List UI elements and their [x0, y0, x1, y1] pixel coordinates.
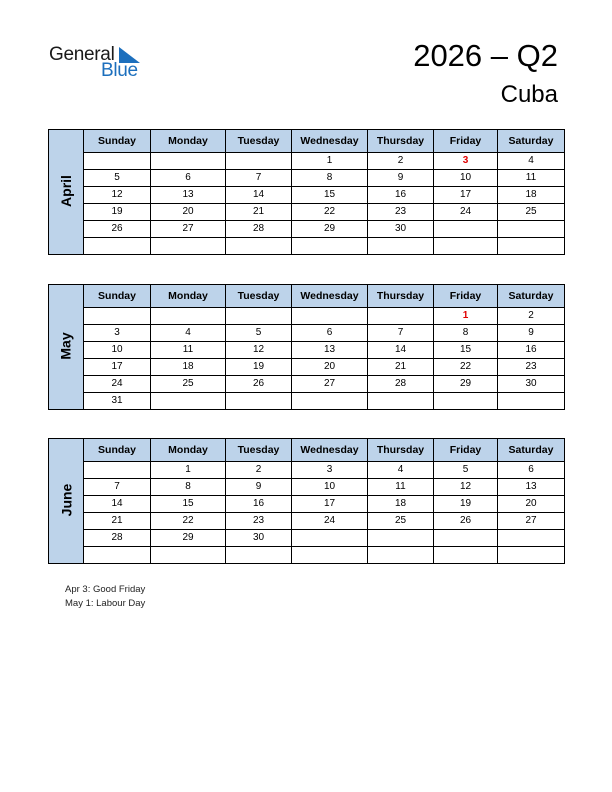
- holiday-day-cell: 3: [434, 153, 498, 170]
- weekday-header: Tuesday: [226, 130, 292, 153]
- week-row: [49, 547, 565, 564]
- day-cell: 8: [292, 170, 368, 187]
- day-cell: 11: [368, 479, 434, 496]
- logo-text-blue: Blue: [101, 60, 138, 81]
- day-cell: 7: [368, 325, 434, 342]
- empty-cell: [292, 547, 368, 564]
- day-cell: 11: [498, 170, 565, 187]
- day-cell: 25: [151, 376, 226, 393]
- day-cell: 16: [498, 342, 565, 359]
- day-cell: 20: [498, 496, 565, 513]
- day-cell: 30: [498, 376, 565, 393]
- day-cell: 29: [151, 530, 226, 547]
- day-cell: 16: [226, 496, 292, 513]
- calendar-may: [48, 284, 565, 410]
- day-cell: 11: [151, 342, 226, 359]
- day-cell: 10: [292, 479, 368, 496]
- calendar-april: [48, 129, 565, 255]
- day-cell: 24: [292, 513, 368, 530]
- weekday-header: Thursday: [368, 439, 434, 462]
- weekday-header-row: [49, 130, 565, 153]
- day-cell: 26: [84, 221, 151, 238]
- weekday-header: Thursday: [368, 285, 434, 308]
- day-cell: 21: [84, 513, 151, 530]
- day-cell: 1: [151, 462, 226, 479]
- day-cell: 12: [84, 187, 151, 204]
- day-cell: 14: [84, 496, 151, 513]
- week-row: [49, 238, 565, 255]
- day-cell: 22: [434, 359, 498, 376]
- day-cell: 19: [84, 204, 151, 221]
- day-cell: 1: [292, 153, 368, 170]
- day-cell: 28: [226, 221, 292, 238]
- empty-cell: [368, 238, 434, 255]
- day-cell: 6: [292, 325, 368, 342]
- empty-cell: [292, 238, 368, 255]
- empty-cell: [151, 308, 226, 325]
- day-cell: 29: [292, 221, 368, 238]
- empty-cell: [151, 153, 226, 170]
- week-row: [49, 221, 565, 238]
- day-cell: 25: [368, 513, 434, 530]
- weekday-header: Sunday: [84, 130, 151, 153]
- holiday-day-cell: 1: [434, 308, 498, 325]
- empty-cell: [84, 462, 151, 479]
- day-cell: 29: [434, 376, 498, 393]
- empty-cell: [292, 393, 368, 410]
- holiday-note: Apr 3: Good Friday: [65, 584, 146, 595]
- weekday-header: Thursday: [368, 130, 434, 153]
- day-cell: 6: [498, 462, 565, 479]
- empty-cell: [498, 530, 565, 547]
- empty-cell: [434, 221, 498, 238]
- empty-cell: [84, 153, 151, 170]
- day-cell: 2: [226, 462, 292, 479]
- day-cell: 3: [292, 462, 368, 479]
- day-cell: 2: [368, 153, 434, 170]
- weekday-header: Monday: [151, 130, 226, 153]
- day-cell: 8: [434, 325, 498, 342]
- day-cell: 22: [292, 204, 368, 221]
- day-cell: 10: [84, 342, 151, 359]
- weekday-header: Wednesday: [292, 439, 368, 462]
- day-cell: 12: [434, 479, 498, 496]
- month-label: [49, 285, 84, 410]
- day-cell: 7: [84, 479, 151, 496]
- weekday-header: Saturday: [498, 285, 565, 308]
- day-cell: 31: [84, 393, 151, 410]
- empty-cell: [434, 547, 498, 564]
- country-name: Cuba: [500, 81, 558, 108]
- week-row: [49, 513, 565, 530]
- day-cell: 3: [84, 325, 151, 342]
- empty-cell: [226, 547, 292, 564]
- empty-cell: [434, 393, 498, 410]
- week-row: [49, 325, 565, 342]
- day-cell: 13: [151, 187, 226, 204]
- day-cell: 14: [368, 342, 434, 359]
- day-cell: 19: [434, 496, 498, 513]
- empty-cell: [151, 238, 226, 255]
- day-cell: 9: [226, 479, 292, 496]
- empty-cell: [226, 238, 292, 255]
- day-cell: 15: [151, 496, 226, 513]
- day-cell: 4: [151, 325, 226, 342]
- month-name: May: [57, 331, 74, 360]
- week-row: [49, 530, 565, 547]
- holiday-notes: [65, 583, 145, 611]
- weekday-header: Monday: [151, 285, 226, 308]
- weekday-header: Wednesday: [292, 130, 368, 153]
- day-cell: 21: [368, 359, 434, 376]
- generalblue-logo: [49, 44, 149, 84]
- day-cell: 17: [434, 187, 498, 204]
- day-cell: 23: [226, 513, 292, 530]
- weekday-header: Friday: [434, 130, 498, 153]
- week-row: [49, 153, 565, 170]
- day-cell: 4: [498, 153, 565, 170]
- weekday-header: Tuesday: [226, 285, 292, 308]
- day-cell: 27: [292, 376, 368, 393]
- week-row: [49, 376, 565, 393]
- day-cell: 5: [434, 462, 498, 479]
- weekday-header: Saturday: [498, 439, 565, 462]
- empty-cell: [368, 393, 434, 410]
- empty-cell: [368, 308, 434, 325]
- day-cell: 25: [498, 204, 565, 221]
- calendar-june: [48, 438, 565, 564]
- empty-cell: [84, 308, 151, 325]
- empty-cell: [498, 238, 565, 255]
- day-cell: 26: [226, 376, 292, 393]
- empty-cell: [434, 530, 498, 547]
- day-cell: 2: [498, 308, 565, 325]
- empty-cell: [498, 547, 565, 564]
- logo-text-general: General: [49, 44, 115, 65]
- day-cell: 17: [84, 359, 151, 376]
- empty-cell: [84, 547, 151, 564]
- day-cell: 5: [84, 170, 151, 187]
- day-cell: 27: [151, 221, 226, 238]
- day-cell: 5: [226, 325, 292, 342]
- day-cell: 27: [498, 513, 565, 530]
- holiday-note: May 1: Labour Day: [65, 598, 146, 609]
- day-cell: 30: [226, 530, 292, 547]
- day-cell: 17: [292, 496, 368, 513]
- empty-cell: [434, 238, 498, 255]
- week-row: [49, 204, 565, 221]
- weekday-header: Sunday: [84, 285, 151, 308]
- weekday-header: Saturday: [498, 130, 565, 153]
- day-cell: 30: [368, 221, 434, 238]
- empty-cell: [151, 393, 226, 410]
- page-title: 2026 – Q2: [413, 38, 558, 73]
- weekday-header-row: [49, 285, 565, 308]
- day-cell: 21: [226, 204, 292, 221]
- day-cell: 4: [368, 462, 434, 479]
- month-name: June: [58, 483, 74, 516]
- day-cell: 18: [498, 187, 565, 204]
- day-cell: 23: [368, 204, 434, 221]
- day-cell: 22: [151, 513, 226, 530]
- weekday-header: Tuesday: [226, 439, 292, 462]
- week-row: [49, 170, 565, 187]
- empty-cell: [368, 530, 434, 547]
- day-cell: 15: [292, 187, 368, 204]
- day-cell: 28: [368, 376, 434, 393]
- week-row: [49, 479, 565, 496]
- day-cell: 18: [151, 359, 226, 376]
- week-row: [49, 462, 565, 479]
- month-label: [49, 130, 84, 255]
- day-cell: 13: [498, 479, 565, 496]
- week-row: [49, 359, 565, 376]
- day-cell: 19: [226, 359, 292, 376]
- week-row: [49, 342, 565, 359]
- weekday-header: Wednesday: [292, 285, 368, 308]
- week-row: [49, 308, 565, 325]
- empty-cell: [226, 153, 292, 170]
- week-row: [49, 187, 565, 204]
- day-cell: 18: [368, 496, 434, 513]
- week-row: [49, 496, 565, 513]
- day-cell: 20: [292, 359, 368, 376]
- weekday-header: Friday: [434, 439, 498, 462]
- day-cell: 7: [226, 170, 292, 187]
- day-cell: 23: [498, 359, 565, 376]
- day-cell: 28: [84, 530, 151, 547]
- day-cell: 13: [292, 342, 368, 359]
- empty-cell: [151, 547, 226, 564]
- month-name: April: [57, 174, 74, 207]
- weekday-header: Sunday: [84, 439, 151, 462]
- weekday-header: Friday: [434, 285, 498, 308]
- day-cell: 24: [434, 204, 498, 221]
- day-cell: 26: [434, 513, 498, 530]
- day-cell: 9: [498, 325, 565, 342]
- empty-cell: [226, 308, 292, 325]
- empty-cell: [292, 530, 368, 547]
- weekday-header: Monday: [151, 439, 226, 462]
- empty-cell: [368, 547, 434, 564]
- month-label: [49, 439, 84, 564]
- day-cell: 12: [226, 342, 292, 359]
- empty-cell: [292, 308, 368, 325]
- week-row: [49, 393, 565, 410]
- day-cell: 6: [151, 170, 226, 187]
- empty-cell: [498, 221, 565, 238]
- day-cell: 15: [434, 342, 498, 359]
- day-cell: 14: [226, 187, 292, 204]
- day-cell: 16: [368, 187, 434, 204]
- day-cell: 24: [84, 376, 151, 393]
- empty-cell: [498, 393, 565, 410]
- empty-cell: [84, 238, 151, 255]
- day-cell: 10: [434, 170, 498, 187]
- day-cell: 9: [368, 170, 434, 187]
- day-cell: 20: [151, 204, 226, 221]
- empty-cell: [226, 393, 292, 410]
- day-cell: 8: [151, 479, 226, 496]
- weekday-header-row: [49, 439, 565, 462]
